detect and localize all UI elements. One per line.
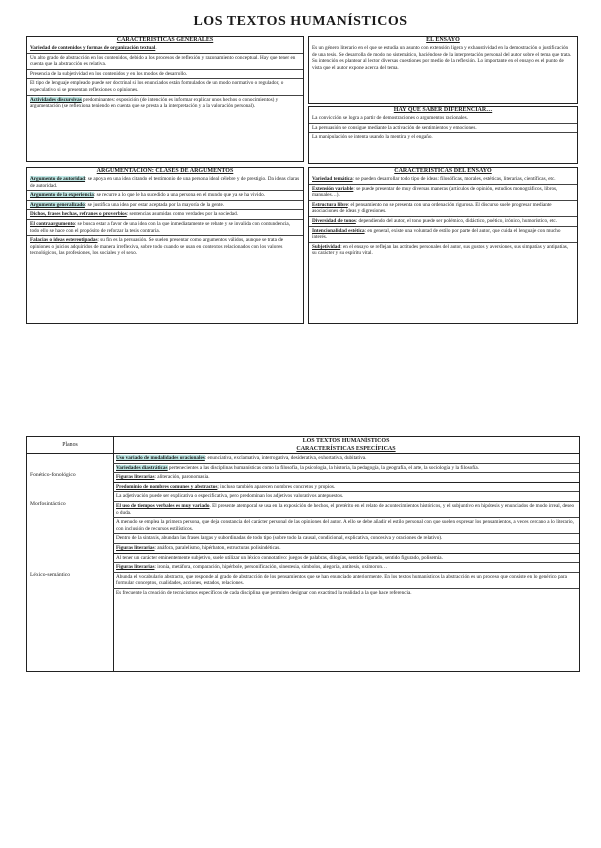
feature-row — [113, 502, 579, 518]
general-feature-item-label: Variedad de contenidos y formas de organización textual — [30, 45, 156, 51]
feature-row-text: Abunda el vocabulario abstracto, que responde al grado de abstracción de los pensamientos que se han enunciado anteriormente. En los textos humanísticos la abstracción es un proceso que consiste en lo genérico para formular conceptos, cualidades, acciones, estados, relaciones. — [116, 573, 567, 587]
essay-feature-item-text: : en general, existe una voluntad de estilo por parte del autor, que cuida el lenguaje con mucho interés. — [312, 227, 561, 241]
sheet-two-subtitle: CARACTERÍSTICAS ESPECÍFICAS — [296, 446, 396, 452]
argument-type-item — [27, 201, 303, 211]
feature-row-text: pertenecientes a las disciplinas humanísticas como la filosofía, la psicología, la historia, la pedagogía, la geografía, el arte, la sociología y la filosofía. — [167, 464, 479, 471]
level-group — [113, 554, 579, 598]
feature-row — [113, 589, 579, 598]
essay-feature-item-text: : dependiendo del autor, el tono puede ser polémico, didáctico, poético, irónico, humorístico, etc. — [355, 217, 557, 224]
argument-type-item — [27, 191, 303, 201]
essay-feature-item-text: : se puede presentar de muy diversas maneras (artículos de opinión, estudios monográficos, libros, manuales…). — [312, 185, 558, 199]
essay-feature-item-text: : en el ensayo se reflejan las actitudes personales del autor, sus gustos y aversiones, sus simpatías y antipatías, su carácter y su espíritu vital. — [312, 243, 569, 257]
feature-row — [113, 454, 579, 464]
feature-row-text: A menudo se emplea la primera persona, que deja constancia del carácter personal de las opiniones del autor. A ello se debe añadir el estilo personal con que suelen expresar los pensamientos, a veces cercano a lo literario, con inclusión de recursos estilísticos. — [116, 519, 574, 532]
feature-row-label: Figuras literarias — [116, 564, 155, 571]
essay-feature-item-label: Diversidad de tonos — [312, 217, 356, 224]
argument-type-item-label: Argumento generalizado — [30, 201, 85, 208]
feature-row-label: Figuras literarias — [116, 544, 155, 551]
differentiate-item — [309, 124, 577, 134]
differentiate-item — [309, 114, 577, 124]
argument-types-list — [27, 175, 303, 258]
general-features-header: CARACTERÍSTICAS GENERALES — [116, 37, 214, 43]
essay-feature-item — [309, 201, 577, 217]
feature-row-text: Es frecuente la creación de tecnicismos específicos de cada disciplina que permiten designar con exactitud la realidad a la que hace referencia. — [116, 589, 412, 596]
feature-row-text: ; incluso también aparecen nombres concretos y propios. — [217, 483, 336, 490]
general-features-list — [27, 44, 303, 111]
differentiate-header: HAY QUE SABER DIFERENCIAR… — [393, 107, 493, 113]
feature-row — [113, 563, 579, 573]
sheet-two-title: LOS TEXTOS HUMANÍSTICOS — [302, 438, 390, 444]
feature-row-text: La adjetivación puede ser explicativa o especificativa, pero predominan los adjetivos valorativos antepuestos. — [116, 493, 344, 500]
essay-feature-item — [309, 243, 577, 258]
features-column — [113, 437, 579, 671]
general-feature-item-text: Presencia de la subjetividad en los contenidos y en los modos de desarrollo. — [30, 70, 188, 77]
argument-types-header: ARGUMENTACIÓN: CLASES DE ARGUMENTOS — [96, 168, 234, 174]
feature-row-text: : enunciativa, exclamativa, interrogativa, desiderativa, exhortativa, dubitativa. — [204, 455, 367, 461]
levels-column-header: Planos — [27, 437, 113, 454]
differentiate-item-text: La manipulación se intenta usando la mentira y el engaño. — [312, 134, 433, 141]
essay-feature-item — [309, 185, 577, 201]
feature-row — [113, 544, 579, 553]
essay-feature-item — [309, 217, 577, 227]
argument-type-item-label: El contraargumento — [30, 220, 75, 227]
argument-type-item-text: : se busca estar a favor de una idea con la que inmediatamente se rebate y se invalida con contundencia, todo ello se hace con el propósito de reforzar la tesis contraria. — [30, 220, 291, 234]
feature-row — [113, 483, 579, 493]
feature-row-label: Predominio de nombres comunes y abstractos — [116, 483, 218, 490]
argument-type-item-label: Argumento de la experiencia — [30, 192, 94, 199]
level-group — [113, 483, 579, 554]
general-feature-item-text: predominantes: exposición (de intención es informar explicar unos hechos o conocimientos) y argumentación (se reflexiona teniendo en cuenta que se presta a la interpretación y a la valoración personal). — [30, 96, 279, 110]
feature-row-text: Dentro de la sintaxis, abundan las frases largas y subordinadas de todo tipo (sobre todo la causal, condicional, explicativa, concesiva y oraciones de relativo). — [116, 535, 443, 542]
essay-header: EL ENSAYO — [426, 37, 460, 43]
argument-type-item-text: : sentencias asumidas como verdades por la sociedad. — [126, 211, 238, 218]
essay-definition: Es un género literario en el que se estudia un asunto con extensión ligera y exhaustividad en la demostración o justificación de una tesis. Se desarrolla de modo no sistemático, haciéndose de la interpretación personal del autor sobre el tema que trata. Su intención es plantear al lector diversas cuestiones por medio de la reflexión. Lo importante en el ensayo es el punto de vista que el autor expone acerca del tema. — [312, 45, 572, 71]
general-feature-item — [27, 70, 303, 80]
feature-row — [113, 534, 579, 544]
essay-box — [308, 36, 578, 104]
feature-row-text: : ironía, metáfora, comparación, hipérbole, personificación, sinestesia, símbolos, alegoría, antítesis, oxímoron… — [154, 564, 388, 571]
essay-feature-item-text: : se pueden desarrollar todo tipo de ideas: filosóficas, morales, estéticas, literarias, científicas, etc. — [352, 176, 556, 182]
feature-row — [113, 473, 579, 482]
feature-row-text: Al tener un carácter eminentemente subjetivo, suele utilizar un léxico connotativo: juegos de palabras, dilogías, sentido figurado, sentido figurado, polisemia. — [116, 554, 443, 561]
general-feature-item — [27, 79, 303, 95]
feature-row-text: : aliteración, paronomasia. — [154, 474, 210, 481]
general-feature-item — [27, 96, 303, 111]
feature-row — [113, 554, 579, 564]
essay-features-header: CARACTERÍSTICAS DEL ENSAYO — [394, 168, 492, 174]
feature-row-text: : anáfora, paralelismo, hipérbaton, estructuras polisindéticas. — [154, 544, 281, 551]
essay-features-box — [308, 167, 578, 324]
level-label-lexical: Léxico-semántico — [30, 572, 71, 578]
sheet-two-header — [113, 437, 579, 454]
essay-feature-item — [309, 175, 577, 185]
feature-row — [113, 518, 579, 534]
essay-feature-item-text: : el pensamiento no se presenta con una ordenación rigurosa. El discurso suele progresar mediante asociaciones de ideas y digresiones. — [312, 201, 552, 215]
general-features-box — [26, 36, 304, 162]
summary-sheet-two — [26, 436, 580, 672]
feature-row-label: Uso variado de modalidades oracionales — [116, 455, 205, 461]
summary-sheet-one — [26, 36, 578, 324]
feature-row-label: El uso de tiempos verbales es muy variado — [116, 502, 210, 509]
differentiate-item-text: La convicción se logra a partir de demostraciones o argumentos racionales. — [312, 115, 468, 121]
feature-row — [113, 492, 579, 502]
argument-type-item-label: Argumento de autoridad — [30, 176, 86, 182]
argument-type-item-text: : se recurre a lo que le ha sucedido a una persona en el mundo que ya se ha vivido. — [93, 192, 265, 199]
general-feature-item — [27, 54, 303, 70]
features-rows — [113, 454, 579, 598]
general-feature-item-text: El tipo de lenguaje empleado puede ser doctrinal si los enunciados están formulados de un modo normativo o regulador, o especulativo si se presentan reflexiones o opiniones. — [30, 80, 284, 93]
essay-features-list — [309, 175, 577, 258]
feature-row-text: . El presente atemporal se usa en la exposición de hechos, el pretérito en el relato de acontecimientos históricos, y el subjuntivo en hipótesis y enunciados de modo irreal, deseo o duda. — [116, 502, 575, 516]
feature-row-label: Variedades diastráticas — [116, 464, 168, 471]
argument-type-item — [27, 175, 303, 191]
argument-type-item-label: Dichos, frases hechas, refranes o proverbios — [30, 211, 127, 218]
differentiate-item — [309, 133, 577, 142]
feature-row — [113, 464, 579, 474]
level-label-phonetic: Fonético-fonológico — [30, 472, 76, 478]
essay-feature-item-label: Extensión variable — [312, 185, 354, 192]
differentiate-box — [308, 106, 578, 164]
argument-type-item-label: Falacias o ideas estereotipadas — [30, 237, 98, 244]
argument-types-box — [26, 167, 304, 324]
general-feature-item-label: Actividades discursivas — [30, 96, 82, 103]
argument-type-item — [27, 220, 303, 236]
argument-type-item-text: : se justifica una idea por estar aceptada por la mayoría de la gente. — [84, 201, 225, 208]
essay-feature-item-label: Variedad temática — [312, 176, 353, 182]
level-group — [113, 454, 579, 483]
differentiate-list — [309, 114, 577, 142]
argument-type-item-text: : su fin es la persuasión. Se suelen presentar como argumentos válidos, aunque se trata de opiniones o juicios adquiridos de manera irreflexiva, sobre todo cuando se usan en contextos relacionados con los valores tecnológicos, las profesiones, los sociales y el sexo. — [30, 237, 284, 257]
argument-type-item — [27, 210, 303, 220]
essay-feature-item-label: Intencionalidad estética — [312, 227, 365, 234]
general-feature-item-text: Un alto grado de abstracción en los contenidos, debido a los procesos de reflexión y razonamiento conceptual. Hay que tener en cuenta que la abstracción es relativa. — [30, 54, 296, 68]
general-feature-item-text: . — [155, 45, 157, 51]
feature-row — [113, 573, 579, 589]
essay-feature-item-label: Estructura libre — [312, 201, 348, 208]
page-title: LOS TEXTOS HUMANÍSTICOS — [193, 14, 408, 29]
level-label-morphosyntactic: Morfosintáctico — [30, 501, 66, 507]
essay-feature-item-label: Subjetividad — [312, 243, 341, 250]
argument-type-item-text: : se apoya en una idea citando el testimonio de una persona ideal célebre y de prestigio. Da ideas claras de autoridad. — [30, 176, 300, 189]
essay-feature-item — [309, 227, 577, 243]
levels-column — [27, 437, 114, 671]
argument-type-item — [27, 236, 303, 258]
general-feature-item — [27, 44, 303, 54]
differentiate-item-text: La persuasión se consigue mediante la activación de sentimientos y emociones. — [312, 124, 477, 131]
feature-row-label: Figuras literarias — [116, 474, 155, 481]
specific-features-table — [26, 436, 580, 672]
